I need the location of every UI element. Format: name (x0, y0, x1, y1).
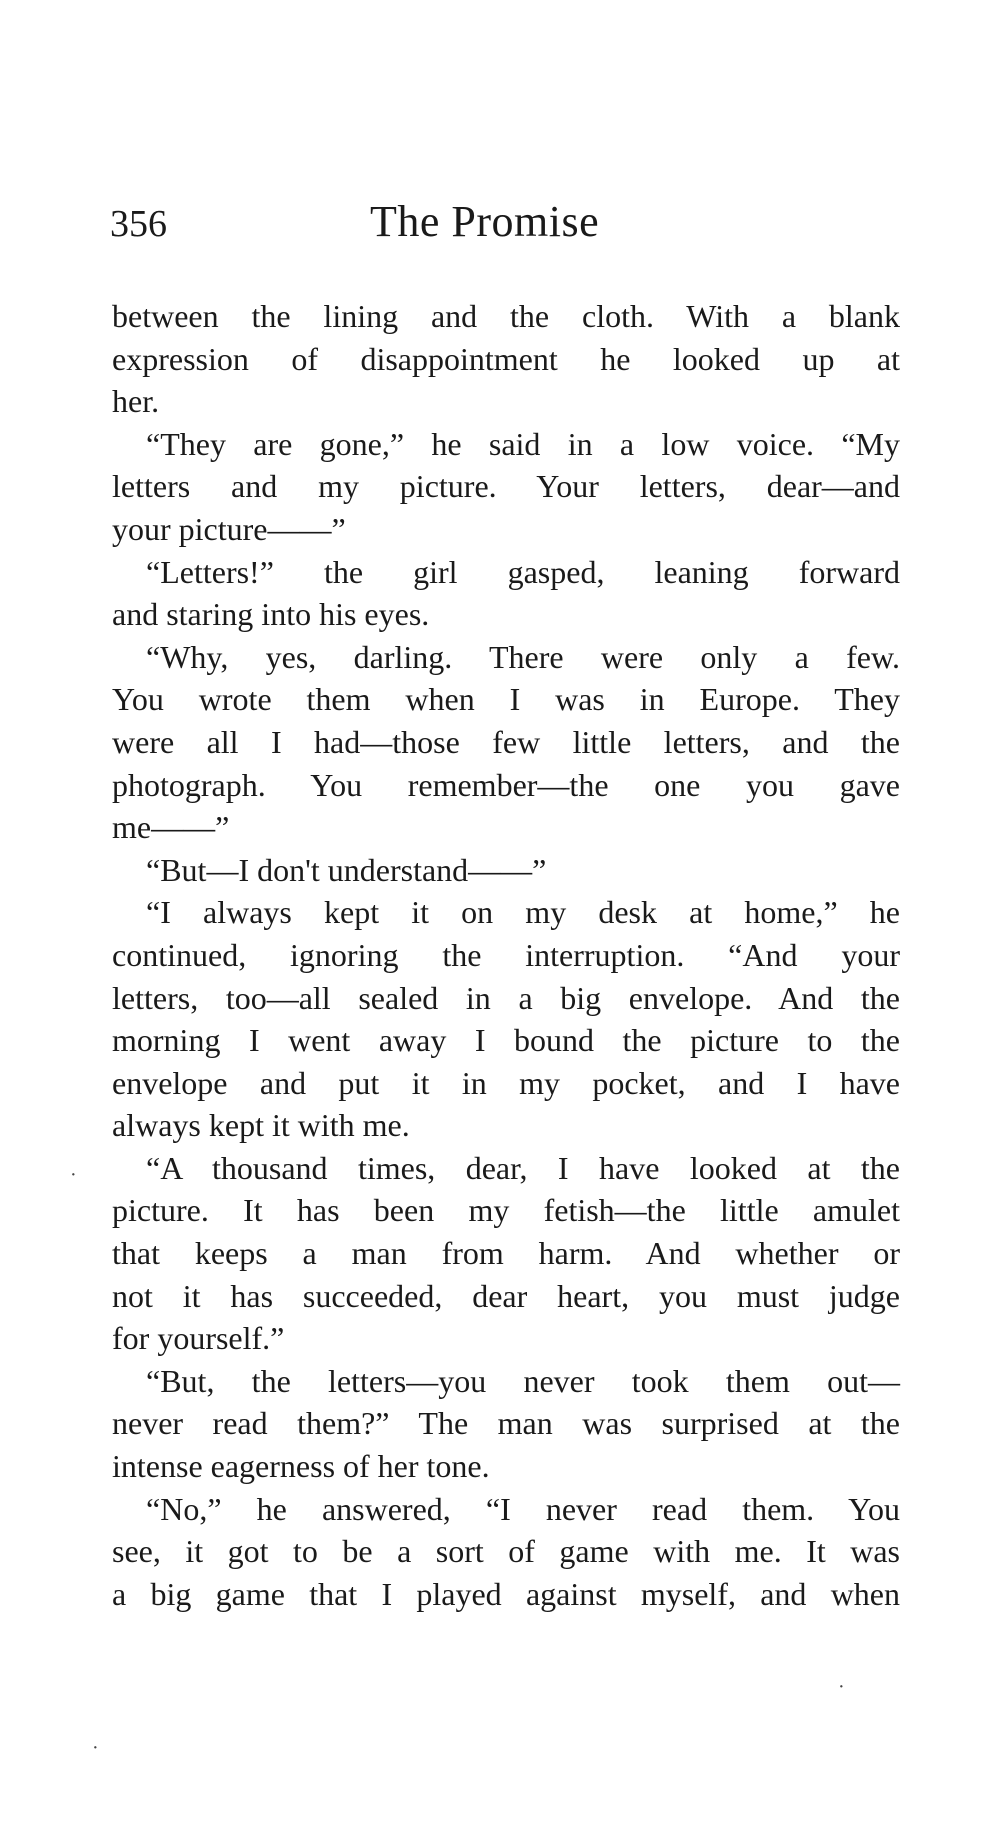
text-line: and staring into his eyes. (112, 596, 430, 633)
text-line: “They are gone,” he said in a low voice. “My (146, 425, 900, 462)
text-line: “No,” he answered, “I never read them. You (146, 1490, 900, 1527)
text-line: You wrote them when I was in Europe. They (112, 681, 900, 718)
text-line: picture. It has been my fetish—the little amulet (112, 1192, 900, 1229)
text-line: for yourself.” (112, 1320, 285, 1357)
text-line: letters, too—all sealed in a big envelope. And the (112, 979, 900, 1016)
text-line: were all I had—those few little letters, and the (112, 723, 900, 760)
text-line: not it has succeeded, dear heart, you must judge (112, 1277, 900, 1314)
text-line: your picture——” (112, 510, 346, 547)
text-line: “But, the letters—you never took them out— (146, 1362, 900, 1399)
scan-speck: · (838, 1676, 845, 1698)
text-line: that keeps a man from harm. And whether or (112, 1235, 900, 1272)
text-line: continued, ignoring the interruption. “And your (112, 936, 900, 973)
text-line: see, it got to be a sort of game with me. It was (112, 1533, 900, 1570)
text-line: “I always kept it on my desk at home,” he (146, 894, 900, 931)
running-title: The Promise (370, 197, 600, 246)
text-line: “Why, yes, darling. There were only a few. (146, 638, 900, 675)
text-line: between the lining and the cloth. With a blank (112, 298, 900, 334)
text-line: intense eagerness of her tone. (112, 1448, 490, 1485)
text-line: “A thousand times, dear, I have looked at the (146, 1149, 900, 1186)
text-line: “Letters!” the girl gasped, leaning forward (146, 553, 900, 590)
body-text (112, 295, 900, 1615)
text-line: photograph. You remember—the one you gave (112, 766, 900, 803)
text-line: always kept it with me. (112, 1107, 410, 1144)
text-line: me——” (112, 809, 230, 846)
scan-speck: · (70, 1164, 77, 1186)
running-head (110, 196, 900, 256)
text-line: never read them?” The man was surprised at the (112, 1405, 900, 1442)
text-line: her. (112, 383, 160, 420)
scan-speck: · (92, 1737, 99, 1759)
text-line: letters and my picture. Your letters, dear—and (112, 468, 900, 505)
text-line: a big game that I played against myself, and when (112, 1575, 900, 1612)
text-line: “But—I don't understand——” (146, 851, 547, 888)
text-line: expression of disappointment he looked up at (112, 340, 900, 377)
text-line: envelope and put it in my pocket, and I have (112, 1064, 900, 1101)
text-line: morning I went away I bound the picture to the (112, 1022, 900, 1059)
page-number: 356 (110, 203, 167, 245)
